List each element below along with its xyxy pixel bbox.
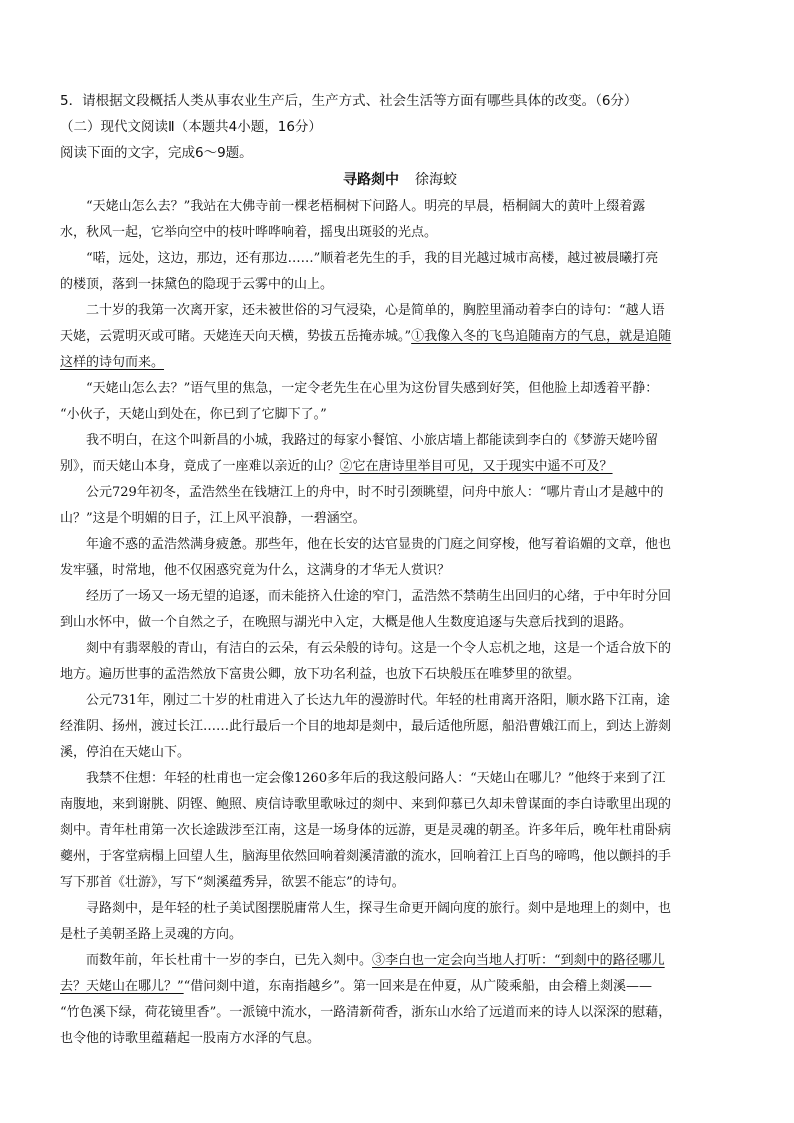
article-line: 也令他的诗歌里蕴藉起一股南方水泽的气息。 bbox=[60, 1031, 321, 1046]
article-line: 的楼顶，落到一抹黛色的隐现于云雾中的山上。 bbox=[60, 277, 334, 292]
article-line: 我不明白，在这个叫新昌的小城，我路过的每家小餐馆、小旅店墙上都能读到李白的《梦游天姥吟留 bbox=[86, 433, 659, 448]
article-line: 夔州，于客堂病榻上回望人生，脑海里依然回响着剡溪清澈的流水，回响着江上百鸟的啼鸣，他以颤抖的手 bbox=[60, 849, 672, 864]
article-line bbox=[60, 454, 740, 480]
section-heading: （二）现代文阅读Ⅱ（本题共4小题，16分） bbox=[60, 119, 322, 135]
article-line: 南腹地，来到谢朓、阴铿、鲍照、庾信诗歌里歌咏过的剡中、来到仰慕已久却未曾谋面的李白诗歌里出现的 bbox=[60, 797, 672, 812]
article-line: “竹色溪下绿，荷花镜里香”。一派镜中流水，一路清新荷香，浙东山水给了远道而来的诗人以深深的慰藉， bbox=[60, 1005, 672, 1020]
underlined-sentence-3-end: 去？天姥山在哪儿？” bbox=[60, 979, 184, 994]
article-title-text: 寻路剡中 bbox=[343, 172, 399, 188]
article-line: 我禁不住想：年轻的杜甫也一定会像1260多年后的我这般问路人：“天姥山在哪儿？”他终于来到了江 bbox=[86, 771, 666, 786]
article-line bbox=[60, 948, 740, 974]
article-line: 寻路剡中，是年轻的杜子美试图摆脱庸常人生，探寻生命更开阔向度的旅行。剡中是地理上的剡中，也 bbox=[86, 901, 672, 916]
article-line: 二十岁的我第一次离开家，还未被世俗的习气浸染，心是简单的，胸腔里涌动着李白的诗句：“越人语 bbox=[86, 303, 665, 318]
article-line: 公元729年初冬，孟浩然坐在钱塘江上的舟中，时不时引颈眺望，问舟中旅人：“哪片青山才是越中的 bbox=[86, 485, 664, 500]
article-line: “喏，远处，这边，那边，还有那边……”顺着老先生的手，我的目光越过城市高楼，越过被晨曦打亮 bbox=[86, 251, 659, 266]
article-line: 是杜子美朝圣路上灵魂的方向。 bbox=[60, 927, 243, 942]
article-line-text: 别》，而天姥山本身，竟成了一座难以亲近的山？ bbox=[60, 459, 340, 474]
article-line-text: 而数年前，年长杜甫十一岁的李白，已先入剡中。 bbox=[86, 953, 373, 968]
article-line: 公元731年，刚过二十岁的杜甫进入了长达九年的漫游时代。年轻的杜甫离开洛阳，顺水路下江南，途 bbox=[86, 693, 670, 708]
underlined-sentence-3: ③李白也一定会向当地人打听：“到剡中的路径哪儿 bbox=[372, 953, 665, 968]
article-title bbox=[60, 166, 740, 194]
article-line: 到山水怀中，做一个自然之子，在晚照与湖光中入定，大概是他人生数度追逐与失意后找到的退路。 bbox=[60, 615, 633, 630]
article-line: “天姥山怎么去？”语气里的焦急，一定令老先生在心里为这份冒失感到好笑，但他脸上却透着平静： bbox=[86, 381, 659, 396]
reading-instruction: 阅读下面的文字，完成6～9题。 bbox=[60, 145, 253, 161]
question-5: 5．请根据文段概括人类从事农业生产后，生产方式、社会生活等方面有哪些具体的改变。（6分） bbox=[60, 93, 638, 109]
article-line: 经历了一场又一场无望的追逐，而未能挤入仕途的窄门，孟浩然不禁萌生出回归的心绪，于中年时分回 bbox=[86, 589, 672, 604]
article-line: 发牢骚，时常地，他不仅困惑究竟为什么，这满身的才华无人赏识？ bbox=[60, 563, 451, 578]
article-line: 地方。遍历世事的孟浩然放下富贵公卿，放下功名利益，也放下石块般压在唯梦里的欲望。 bbox=[60, 667, 581, 682]
article-line: “天姥山怎么去？”我站在大佛寺前一棵老梧桐树下问路人。明亮的早晨，梧桐阔大的黄叶上缀着露 bbox=[86, 199, 646, 214]
article-line bbox=[60, 324, 740, 350]
article-line: 年逾不惑的孟浩然满身疲惫。那些年，他在长安的达官显贵的门庭之间穿梭，他写着谄媚的文章，他也 bbox=[86, 537, 672, 552]
article-line bbox=[60, 974, 740, 1000]
article-line: 剡中有翡翠般的青山，有洁白的云朵，有云朵般的诗句。这是一个令人忘机之地，这是一个适合放下的 bbox=[86, 641, 672, 656]
article-line: 溪，停泊在天姥山下。 bbox=[60, 745, 191, 760]
article-line: 山？”这是个明媚的日子，江上风平浪静，一碧涵空。 bbox=[60, 511, 366, 526]
underlined-sentence-1: ①我像入冬的飞鸟追随南方的气息，就是追随 bbox=[411, 329, 672, 344]
article-author: 徐海蛟 bbox=[415, 172, 457, 188]
article-line: 剡中。青年杜甫第一次长途跋涉至江南，这是一场身体的远游，更是灵魂的朝圣。许多年后，晚年杜甫卧病 bbox=[60, 823, 672, 838]
article-line: 经淮阴、扬州，渡过长江……此行最后一个目的地却是剡中，最后适他所愿，船沿曹娥江而上，到达上游剡 bbox=[60, 719, 672, 734]
article-line-text: “借问剡中道，东南指越乡”。第一回来是在仲夏，从广陵乘船，由会稽上剡溪—— bbox=[183, 979, 652, 994]
underlined-sentence-1-end: 这样的诗句而来。 bbox=[60, 355, 165, 370]
underlined-sentence-2: ②它在唐诗里举目可见，又于现实中遥不可及？ bbox=[339, 459, 613, 474]
article-line bbox=[60, 350, 740, 376]
article-line: 水，秋风一起，它举向空中的枝叶哗哗响着，摇曳出斑驳的光点。 bbox=[60, 225, 438, 240]
document-page bbox=[60, 88, 740, 1052]
article-line: 写下那首《壮游》，写下“剡溪蕴秀异，欲罢不能忘”的诗句。 bbox=[60, 875, 405, 890]
article-line-text: 天姥，云霓明灭或可睹。天姥连天向天横，势拔五岳掩赤城。” bbox=[60, 329, 412, 344]
article-line: “小伙子，天姥山到处在，你已到了它脚下了。” bbox=[60, 407, 327, 422]
